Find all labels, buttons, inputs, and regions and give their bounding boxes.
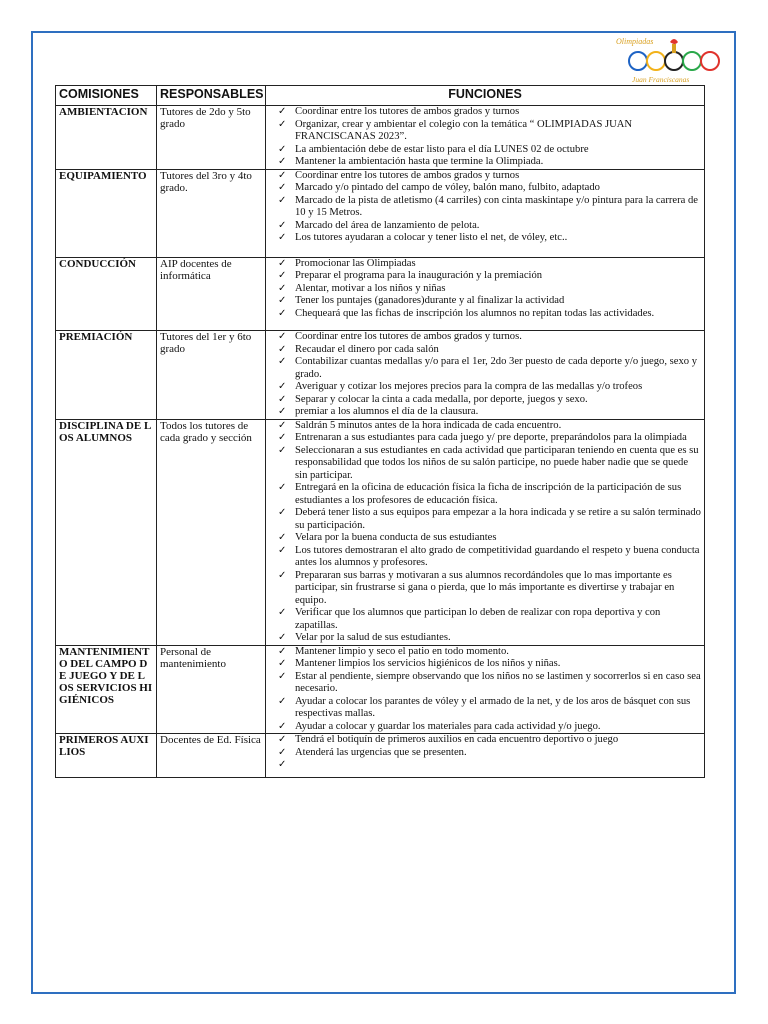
funciones-cell (266, 734, 705, 778)
funcion-text: Tener los puntajes (ganadores)durante y al finalizar la actividad (295, 295, 565, 306)
funcion-item (269, 507, 701, 532)
funcion-text: Los tutores demostraran el alto grado de competitividad guardando el respeto y buena conducta antes los alumnos y profesores. (295, 544, 700, 568)
funcion-text: Velara por la buena conducta de sus estudiantes (295, 532, 497, 543)
funcion-text: Separar y colocar la cinta a cada medalla, por deporte, juegos y sexo. (295, 393, 588, 405)
responsable-cell: Tutores del 1er y 6to grado (157, 331, 266, 420)
funcion-item (269, 607, 701, 632)
olympic-rings-logo (608, 34, 724, 86)
funcion-text: Coordinar entre los tutores de ambos grados y turnos (295, 169, 520, 181)
checkmark-icon: ✓ (278, 444, 287, 456)
checkmark-icon: ✓ (278, 381, 287, 392)
checkmark-icon: ✓ (278, 507, 287, 518)
funcion-item (269, 220, 701, 233)
responsable-cell: Tutores de 2do y 5to grado (157, 106, 266, 170)
checkmark-icon: ✓ (278, 343, 287, 355)
funcion-item (269, 283, 701, 296)
checkmark-icon: ✓ (278, 734, 287, 745)
table-row (56, 257, 705, 331)
funcion-text: Verificar que los alumnos que participan lo deben de realizar con ropa deportiva y con zapatillas. (295, 607, 661, 631)
checkmark-icon: ✓ (278, 331, 287, 342)
funcion-text: premiar a los alumnos el día de la clausura. (295, 406, 479, 417)
funciones-cell (266, 169, 705, 257)
checkmark-icon: ✓ (278, 482, 287, 493)
funcion-item (269, 182, 701, 195)
funcion-item (269, 308, 701, 321)
ring-red (701, 52, 719, 70)
funcion-item (269, 532, 701, 545)
funcion-text: Los tutores ayudaran a colocar y tener listo el net, de vóley, etc.. (295, 232, 568, 243)
checkmark-icon: ✓ (278, 544, 287, 556)
responsable-cell: AIP docentes de informática (157, 257, 266, 331)
funcion-item (269, 406, 701, 419)
header-comisiones: COMISIONES (56, 86, 157, 106)
funcion-item (269, 420, 701, 433)
funcion-item (269, 331, 701, 344)
funcion-item (269, 632, 701, 645)
funcion-item (269, 734, 701, 747)
checkmark-icon: ✓ (278, 759, 287, 770)
logo-top-text: Olimpiadas (616, 37, 654, 46)
checkmark-icon: ✓ (278, 219, 287, 231)
funcion-text: Contabilizar cuantas medallas y/o para el 1er, 2do 3er puesto de cada deporte y/o juego, sexo y grado. (295, 356, 697, 380)
ring-blue (629, 52, 647, 70)
funcion-text: Coordinar entre los tutores de ambos grados y turnos (295, 106, 520, 117)
table-row (56, 419, 705, 645)
checkmark-icon: ✓ (278, 257, 287, 269)
checkmark-icon: ✓ (278, 143, 287, 155)
funcion-text: Coordinar entre los tutores de ambos grados y turnos. (295, 331, 522, 342)
checkmark-icon: ✓ (278, 118, 287, 130)
funciones-list (269, 734, 701, 777)
table-row (56, 331, 705, 420)
funcion-text: Organizar, crear y ambientar el colegio con la temática “ OLIMPIADAS JUAN FRANCISCANAS 2023”. (295, 118, 633, 142)
funcion-text: Entregará en la oficina de educación física la ficha de inscripción de la participación de sus estudiantes a los profesores de educación física. (295, 482, 682, 506)
funcion-item (269, 295, 701, 308)
funcion-item (269, 747, 701, 760)
funcion-text: Recaudar el dinero por cada salón (295, 343, 439, 355)
funciones-cell (266, 645, 705, 734)
funciones-cell (266, 106, 705, 170)
checkmark-icon: ✓ (278, 670, 287, 682)
funcion-text: Promocionar las Olimpiadas (295, 257, 416, 269)
header-responsables: RESPONSABLES (157, 86, 266, 106)
checkmark-icon: ✓ (278, 658, 287, 669)
funcion-item (269, 482, 701, 507)
checkmark-icon: ✓ (278, 419, 287, 431)
table-row (56, 106, 705, 170)
funcion-item (269, 356, 701, 381)
table-row (56, 645, 705, 734)
funcion-item (269, 232, 701, 245)
comision-cell: EQUIPAMIENTO (56, 169, 157, 257)
funcion-text: Marcado de la pista de atletismo (4 carriles) con cinta maskintape y/o pintura para la carrera de 10 y 15 Metros. (295, 194, 698, 218)
funcion-item (269, 445, 701, 483)
funcion-text: Marcado y/o pintado del campo de vóley, balón mano, fulbito, adaptado (295, 182, 600, 193)
logo-bottom-text: Juan Franciscanas (632, 75, 690, 84)
checkmark-icon: ✓ (278, 295, 287, 306)
funcion-item (269, 170, 701, 183)
torch-icon (670, 39, 678, 53)
funcion-item (269, 195, 701, 220)
funcion-item (269, 344, 701, 357)
ring-black (665, 52, 683, 70)
funciones-cell (266, 331, 705, 420)
funcion-item (269, 119, 701, 144)
funcion-item (269, 381, 701, 394)
funcion-text: Mantener la ambientación hasta que termine la Olimpiada. (295, 156, 544, 167)
funcion-text: Prepararan sus barras y motivaran a sus alumnos recordándoles que lo mas importante es participar, sin frustrarse si gana o pierda, que lo más importante es divertirse y trabajar en equipo. (295, 569, 675, 606)
funciones-list (269, 331, 701, 419)
commissions-table (55, 85, 705, 778)
ring-green (683, 52, 701, 70)
comision-cell: CONDUCCIÓN (56, 257, 157, 331)
funcion-item (269, 432, 701, 445)
funciones-list (269, 170, 701, 257)
checkmark-icon: ✓ (278, 194, 287, 206)
funcion-text: Atenderá las urgencias que se presenten. (295, 746, 467, 758)
checkmark-icon: ✓ (278, 406, 287, 417)
checkmark-icon: ✓ (278, 393, 287, 405)
funciones-list (269, 258, 701, 331)
funciones-list (269, 646, 701, 734)
funcion-text: Mantener limpio y seco el patio en todo momento. (295, 645, 509, 657)
funcion-text: Alentar, motivar a los niños y niñas (295, 282, 446, 294)
funciones-list (269, 106, 701, 169)
funcion-text: Mantener limpios los servicios higiénicos de los niños y niñas. (295, 658, 561, 669)
funcion-text: Ayudar a colocar y guardar los materiales para cada actividad y/o juego. (295, 720, 601, 732)
responsable-cell: Personal de mantenimiento (157, 645, 266, 734)
responsable-cell: Docentes de Ed. Física (157, 734, 266, 778)
funcion-item (269, 658, 701, 671)
checkmark-icon: ✓ (278, 695, 287, 707)
funciones-list (269, 420, 701, 645)
funcion-item (269, 671, 701, 696)
checkmark-icon: ✓ (278, 232, 287, 243)
funcion-text: Deberá tener listo a sus equipos para empezar a la hora indicada y se retire a su salón terminado su participación. (295, 507, 701, 531)
checkmark-icon: ✓ (278, 270, 287, 281)
checkmark-icon: ✓ (278, 632, 287, 643)
funcion-text: Preparar el programa para la inauguración y la premiación (295, 270, 543, 281)
comision-cell: AMBIENTACION (56, 106, 157, 170)
funcion-text: Marcado del área de lanzamiento de pelota. (295, 219, 480, 231)
checkmark-icon: ✓ (278, 282, 287, 294)
funcion-item (269, 545, 701, 570)
funcion-item (269, 721, 701, 734)
checkmark-icon: ✓ (278, 356, 287, 367)
checkmark-icon: ✓ (278, 746, 287, 758)
funcion-item (269, 696, 701, 721)
funciones-cell (266, 419, 705, 645)
checkmark-icon: ✓ (278, 182, 287, 193)
responsable-cell: Todos los tutores de cada grado y sección (157, 419, 266, 645)
funcion-text: Averiguar y cotizar los mejores precios para la compra de las medallas y/o trofeos (295, 381, 643, 392)
ring-yellow (647, 52, 665, 70)
funcion-text: Entrenaran a sus estudiantes para cada juego y/ pre deporte, preparándolos para la olimpiada (295, 432, 687, 443)
checkmark-icon: ✓ (278, 720, 287, 732)
comision-cell: DISCIPLINA DE LOS ALUMNOS (56, 419, 157, 645)
funcion-item (269, 570, 701, 608)
table-row (56, 734, 705, 778)
checkmark-icon: ✓ (278, 532, 287, 543)
checkmark-icon: ✓ (278, 607, 287, 618)
table-header-row (56, 86, 705, 106)
funcion-item (269, 394, 701, 407)
funcion-text: Chequeará que las fichas de inscripción los alumnos no repitan todas las actividades. (295, 307, 655, 319)
comision-cell: MANTENIMIENTO DEL CAMPO DE JUEGO Y DE LOS SERVICIOS HIGIÉNICOS (56, 645, 157, 734)
funcion-text: Estar al pendiente, siempre observando que los niños no se lastimen y socorrerlos si en caso sea necesario. (295, 670, 701, 694)
funcion-item (269, 258, 701, 271)
funcion-text: Seleccionaran a sus estudiantes en cada actividad que participaran teniendo en cuenta que es su responsabilidad que todos los niños de su salón participe, no puede haber nadie que se quede sin participar. (295, 444, 699, 481)
comision-cell: PRIMEROS AUXILIOS (56, 734, 157, 778)
header-funciones: FUNCIONES (266, 86, 705, 106)
funcion-text: Saldrán 5 minutos antes de la hora indicada de cada encuentro. (295, 419, 562, 431)
table-row (56, 169, 705, 257)
responsable-cell: Tutores del 3ro y 4to grado. (157, 169, 266, 257)
checkmark-icon: ✓ (278, 106, 287, 117)
funcion-item (269, 106, 701, 119)
checkmark-icon: ✓ (278, 156, 287, 167)
funcion-item (269, 156, 701, 169)
checkmark-icon: ✓ (278, 307, 287, 319)
funcion-item (269, 646, 701, 659)
funciones-cell (266, 257, 705, 331)
checkmark-icon: ✓ (278, 645, 287, 657)
funcion-text: Velar por la salud de sus estudiantes. (295, 632, 451, 643)
comision-cell: PREMIACIÓN (56, 331, 157, 420)
funcion-item (269, 270, 701, 283)
checkmark-icon: ✓ (278, 169, 287, 181)
funcion-text: Ayudar a colocar los parantes de vóley y el armado de la net, y de los aros de básquet con sus respectivas mallas. (295, 695, 691, 719)
checkmark-icon: ✓ (278, 569, 287, 581)
funcion-text: Tendrá el botiquín de primeros auxilios en cada encuentro deportivo o juego (295, 734, 619, 745)
funcion-text: La ambientación debe de estar listo para el día LUNES 02 de octubre (295, 143, 589, 155)
checkmark-icon: ✓ (278, 432, 287, 443)
funcion-item (269, 144, 701, 157)
